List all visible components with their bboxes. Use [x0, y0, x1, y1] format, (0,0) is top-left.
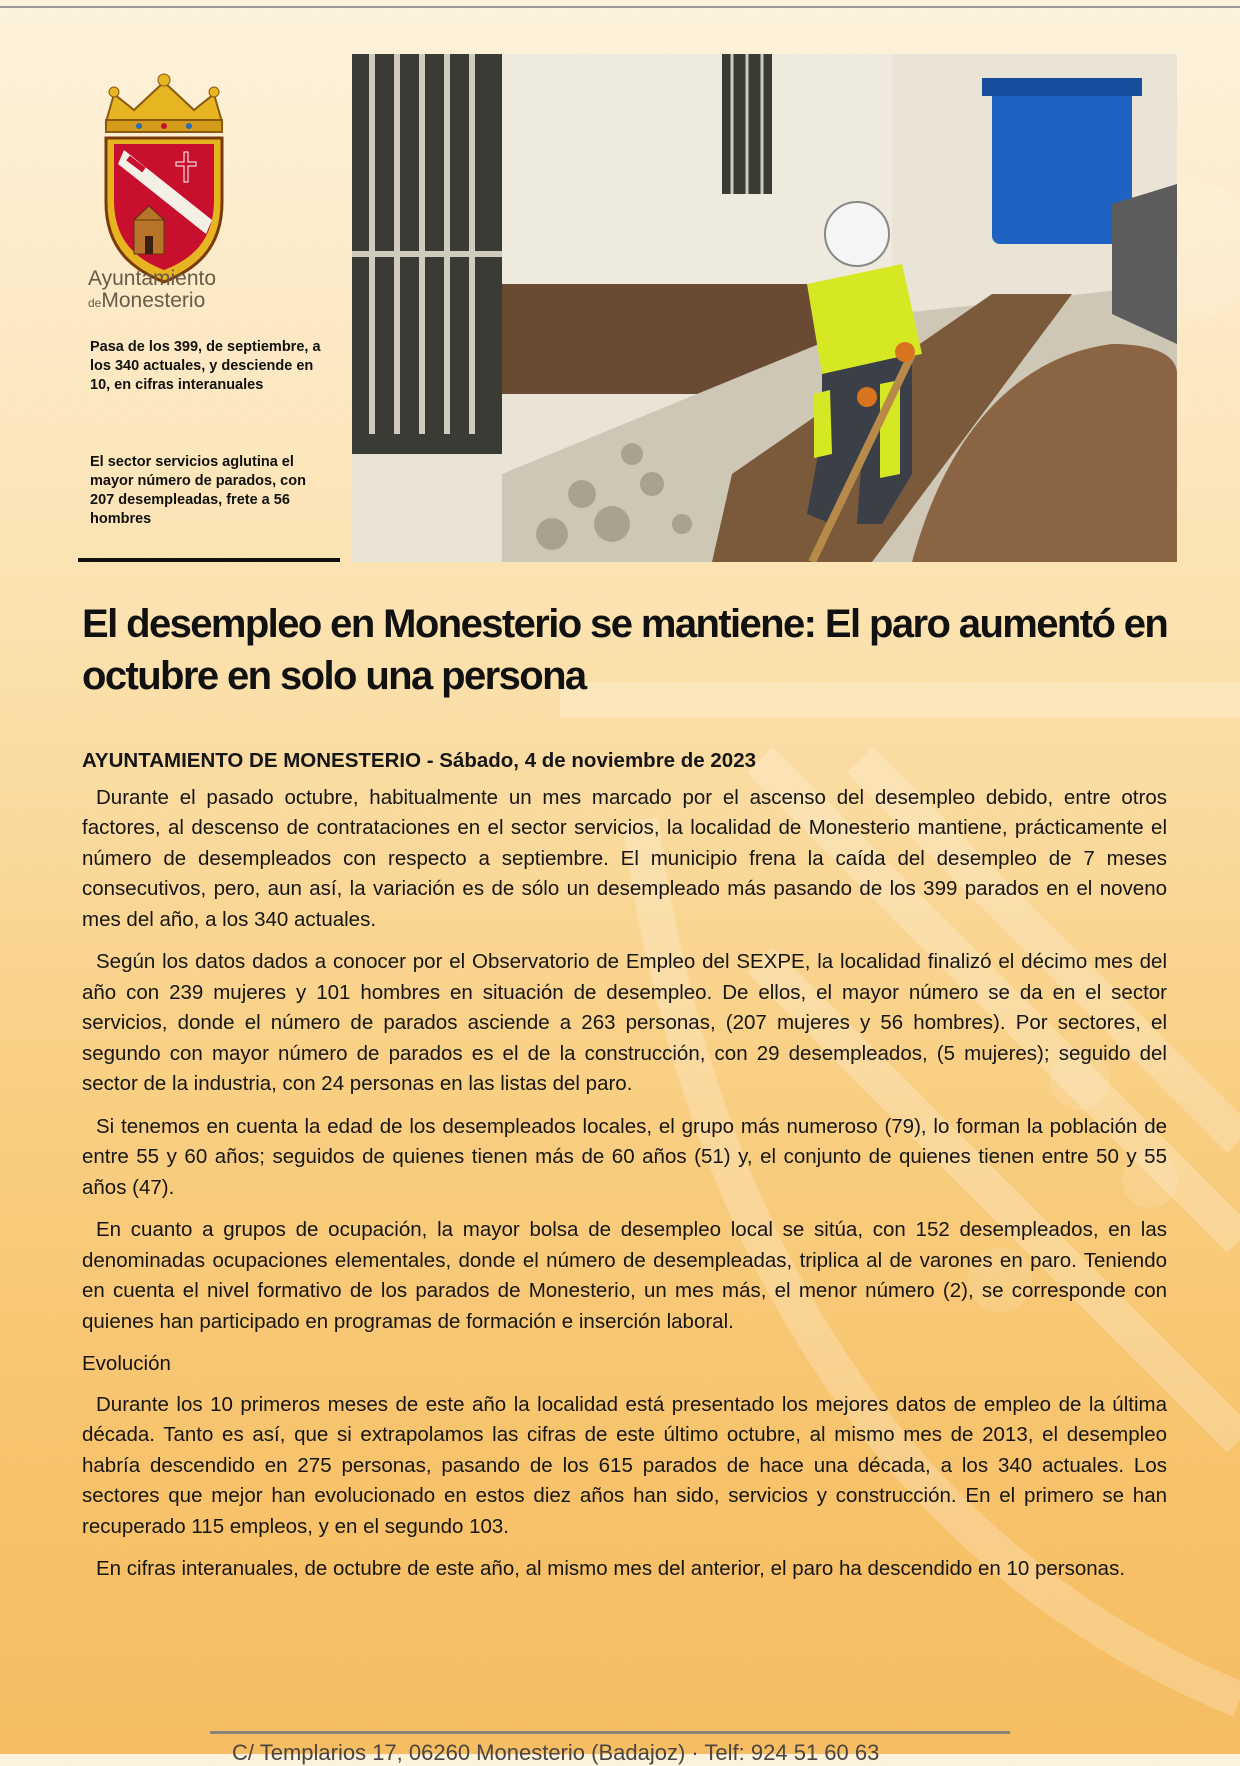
sidebar-summary-1: Pasa de los 399, de septiembre, a los 340 actuales, y desciende en 10, en cifras interanuales — [90, 339, 321, 393]
top-border — [0, 6, 1240, 8]
logo-wordmark — [88, 268, 238, 314]
worker-digging-photo — [352, 54, 1177, 562]
logo-line-1: Ayuntamiento — [88, 267, 217, 290]
article-paragraph-6: En cifras interanuales, de octubre de este año, al mismo mes del anterior, el paro ha descendido en 10 personas. — [96, 1557, 1126, 1580]
article-headline: El desempleo en Monesterio se mantiene: El paro aumentó en octubre en solo una persona — [82, 602, 1168, 698]
footer-address: C/ Templarios 17, 06260 Monesterio (Badajoz) · Telf: 924 51 60 63 — [232, 1740, 880, 1765]
article-paragraph-3: Si tenemos en cuenta la edad de los desempleados locales, el grupo más numeroso (79), lo forman la población de entre 55 y 60 años; seguidos de quienes tienen más de 60 años (51) y, el conjunto de quienes tienen entre 50 y 55 años (47). — [82, 1114, 1167, 1199]
footer-divider — [210, 1731, 1010, 1734]
article-subheading: Evolución — [82, 1352, 171, 1375]
article-paragraph-1: Durante el pasado octubre, habitualmente un mes marcado por el ascenso del desempleo debido, entre otros factores, al descenso de contrataciones en el sector servicios, la localidad de Monesterio mantiene, prácticamente el número de desempleados con respecto a septiembre. El municipio frena la caída del desempleo de 7 meses consecutivos, pero, aun así, la variación es de sólo un desempleado más pasando de los 399 parados en el noveno mes del año, a los 340 actuales. — [82, 785, 1167, 931]
logo-line-2-prefix: de — [88, 296, 102, 310]
article-paragraph-4: En cuanto a grupos de ocupación, la mayor bolsa de desempleo local se sitúa, con 152 desempleados, en las denominadas ocupaciones elementales, donde el número de desempleadas, triplica al de varones en paro. Teniendo en cuenta el nivel formativo de los parados de Monesterio, un mes más, el menor número (2), se corresponde con quienes han participado en programas de formación e inserción laboral. — [82, 1218, 1167, 1333]
logo-line-2-name: Monesterio — [101, 289, 206, 312]
sidebar-summary-2: El sector servicios aglutina el mayor número de parados, con 207 desempleadas, frete a 56 hombres — [90, 454, 306, 527]
logo-line-2 — [88, 290, 238, 314]
article-dateline: AYUNTAMIENTO DE MONESTERIO - Sábado, 4 de noviembre de 2023 — [82, 749, 756, 772]
article-body — [82, 746, 1167, 1597]
sidebar-divider — [78, 558, 340, 562]
article-paragraph-5: Durante los 10 primeros meses de este año la localidad está presentado los mejores datos de empleo de la última década. Tanto es así, que si extrapolamos las cifras de este último octubre, al mismo mes de 2013, el desempleo habría descendido en 275 personas, pasando de los 615 parados de hace una década, a los 340 actuales. Los sectores que mejor han evolucionado en estos diez años han sido, servicios y construcción. En el primero se han recuperado 115 empleos, y en el segundo 103. — [82, 1392, 1167, 1538]
crown-icon — [106, 74, 222, 132]
article-paragraph-2: Según los datos dados a conocer por el Observatorio de Empleo del SEXPE, la localidad finalizó el décimo mes del año con 239 mujeres y 101 hombres en situación de desempleo. De ellos, el mayor número se da en el sector servicios, donde el número de parados asciende a 263 personas, (207 mujeres y 56 hombres). Por sectores, el segundo con mayor número de parados es el de la construcción, con 29 desempleados, (5 mujeres); seguido del sector de la industria, con 24 personas en las listas del paro. — [82, 950, 1167, 1095]
